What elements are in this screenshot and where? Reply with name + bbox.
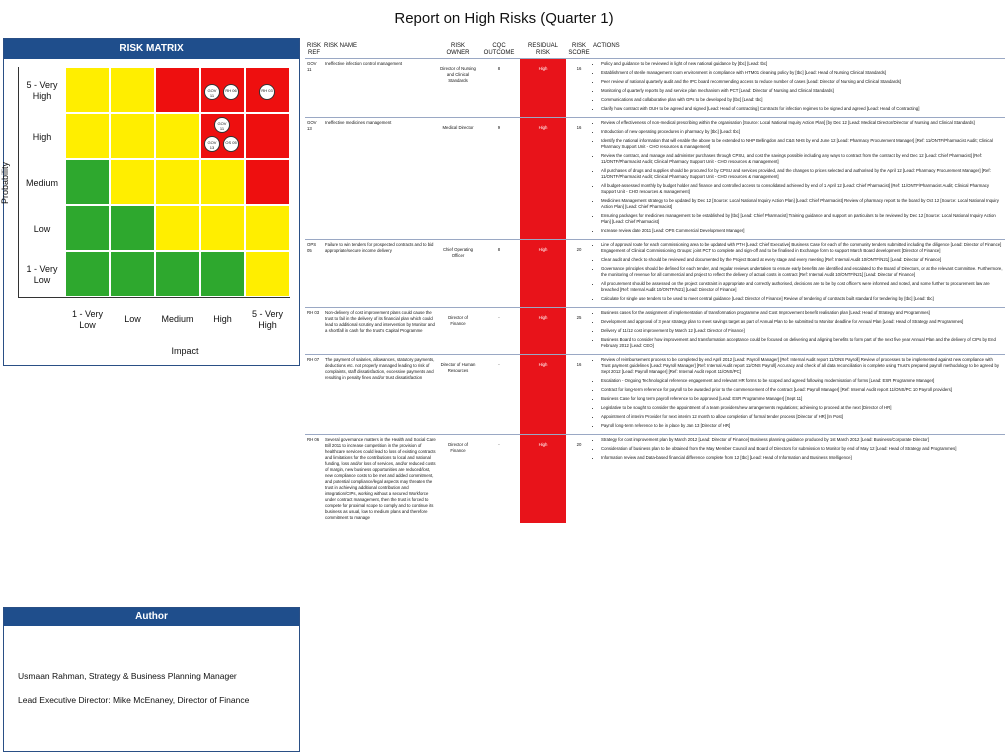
action-item: • Business Board to consider how improvement and transformation acceptance could be focused on delivering and aligning benefits to form part of the next five year Annual Plan and the delivery of CIPs by End February 2012 [Lead: CEO] xyxy=(601,337,1003,349)
impact-label-high: High xyxy=(213,314,232,324)
action-item: • Introduction of new operating procedures in pharmacy by [tbc] [Lead: tbc] xyxy=(601,129,1003,135)
risk-score: 16 xyxy=(566,59,592,118)
residual-risk: High xyxy=(520,59,566,118)
prob-label-high: High xyxy=(32,132,52,142)
action-item: • Payroll long-term reference to be in place by Jan 13 [Director of HR] xyxy=(601,423,1003,429)
residual-risk: High xyxy=(520,308,566,355)
cqc-outcome: 8 xyxy=(478,240,520,308)
action-item: • Escalation - Ongoing Technological reference engagement and relevant HR forms to be scoped and agreed following modernisation of forms [Lead: ESR Programme Manager] xyxy=(601,378,1003,384)
action-list xyxy=(594,120,1003,234)
risk-ref: GOV 13 xyxy=(305,118,323,240)
action-item: • Legislative to be sought to consider the appointment of a team providers/new arrangements regulations; achieving to proceed at the next [Director of HR] xyxy=(601,405,1003,411)
cqc-outcome: 9 xyxy=(478,118,520,240)
risk-actions xyxy=(592,435,1005,524)
matrix-cell xyxy=(155,159,200,205)
risk-owner: Director of Finance xyxy=(438,435,478,524)
residual-risk: High xyxy=(520,355,566,435)
risk-ref: RH 07 xyxy=(305,355,323,435)
action-list xyxy=(594,437,1003,461)
author-name: Usmaan Rahman, Strategy & Business Planning Manager xyxy=(18,671,237,681)
table-row xyxy=(305,240,1005,308)
action-item: • Delivery of 11/12 cost improvement by March 12 [Lead: Director of Finance] xyxy=(601,328,1003,334)
action-item: • Establishment of sterile management room environment in compliance with HTM01 cleaning policy by [tbc] [Lead: Head of Nursing Clinical Standards] xyxy=(601,70,1003,76)
action-item: • Appointment of interim Provider for next interim 12 month to allow completion of formal tender process [Director of HR] [In Post] xyxy=(601,414,1003,420)
y-axis-label: Probability xyxy=(0,161,10,205)
impact-label-low: Low xyxy=(124,314,141,324)
risk-actions xyxy=(592,355,1005,435)
risk-name: Several governance matters in the Health and Social Care Bill 2011 to increase competition in the provision of healthcare services could lead to loss of existing contracts and limitations for the contributions to local and national funding, loss and/or loss of services, and/or reduced costs of margin, new business opportunities are reduced/lost, new compliance costs to be met and added commitment, and potential compliance/legal aspects may threaten the trust in achieving additional contribution and integration/CIPs, working without a secured Workforce under contract management, then the trust is forced to compete for proximal scope to comply and to continue its business as usual, low to medium plans and therefore commitment to manage xyxy=(323,435,438,524)
action-item: • All budget-assessed monthly by budget holder and finance and controlled access to consolidated achieved by end of 1 April 12 [Lead: Chief Pharmacist] [Ref: 11/ONTF/Pharmacist Audit; Clinical Pharmacy Support Unit - CHO resources & management] xyxy=(601,183,1003,195)
action-item: • Review the contract, and manage and administer purchases through CPSU, and cost the savings possible including any ways to contract from the contract by end Dec 12 [Lead: Chief Pharmacist] [Ref: 11/ONTF/Pharmacist Audit; Clinical Pharmacy Support Unit - CHO resources & management] xyxy=(601,153,1003,165)
matrix-cell xyxy=(110,67,155,113)
action-item: • Review of effectiveness of non-medical prescribing within the organisation [Source: Local National Inquiry Action Plan] [by Dec 12 [Lead: Medical Director/Director of Nursing and Clinical Standards] xyxy=(601,120,1003,126)
residual-risk: High xyxy=(520,435,566,524)
risk-owner: Director of Finance xyxy=(438,308,478,355)
cqc-outcome: - xyxy=(478,435,520,524)
matrix-x-axis-line xyxy=(18,297,290,298)
action-list xyxy=(594,61,1003,112)
matrix-y-axis-line xyxy=(18,67,19,297)
col-header-ref: RISK REF xyxy=(306,43,321,56)
risk-name: Non-delivery of cost improvement plans could cause the trust to fail in the delivery of its financial plan which could lead to additional scrutiny and intervention by Monitor and a shortfall in cash for the trust's Capital Programme xyxy=(323,308,438,355)
risk-matrix-grid xyxy=(65,67,290,297)
action-item: • Governance principles should be defined for each tender, and regular reviews undertaken to ensure early benefits are identified and escalated to the Board of Directors, or at the relevant Committee. Furthermore, the monitoring of revenue for all commercial and project to reflect the delivery of actual costs in contract [Ref: Internal Audit 10/ONTF/N21] [Lead: Director of Finance] xyxy=(601,266,1003,278)
matrix-cell xyxy=(110,205,155,251)
risk-name: Ineffective infection control management xyxy=(323,59,438,118)
action-item: • Communications and collaborative plan with GPs to be developed by [tbc] [Lead: tbc] xyxy=(601,97,1003,103)
risk-ref: OPS 05 xyxy=(305,240,323,308)
x-axis-label: Impact xyxy=(171,346,199,356)
action-item: • Contract for long-term reference for payroll to be awarded prior to the commencement of the contract [Lead: Payroll Manager] [Ref: Internal Audit report 11/ONS/PC 10 Payroll providers] xyxy=(601,387,1003,393)
table-header-row xyxy=(305,42,1005,59)
matrix-cell xyxy=(155,251,200,297)
action-item: • Consideration of business plan to be obtained from the May Member Council and Board of Directors for submission to Monitor by end of May 12 [Lead: Head of Strategy and Programmes] xyxy=(601,446,1003,452)
risk-table-body xyxy=(305,59,1005,524)
matrix-cell xyxy=(245,113,290,159)
matrix-cell xyxy=(155,113,200,159)
action-item: • Line of approval route for each commissioning area to be updated with PTH [Lead: Chief Executive] Business Case for each of the community tenders submitted including the diligence [Lead: Director of Finance] Engagement of Clinical Commissioning Groups: joint PCT to complete and sign-off and to be finalised in Exchange form to support March Board development [Director of Finance] xyxy=(601,242,1003,254)
risk-owner: Director of Nursing and Clinical Standards xyxy=(438,59,478,118)
action-list xyxy=(594,357,1003,429)
action-item: • Monitoring of quarterly reports by and service plan mechanism with PCT [Lead: Director of Nursing and Clinical Standards] xyxy=(601,88,1003,94)
matrix-cell xyxy=(245,205,290,251)
risk-score: 20 xyxy=(566,240,592,308)
col-header-cqc: CQC OUTCOME xyxy=(483,43,515,56)
prob-label-very-low: 1 - Very Low xyxy=(26,264,58,285)
matrix-cell xyxy=(200,205,245,251)
col-header-actions: ACTIONS xyxy=(593,43,620,49)
action-item: • Increase review date 2011 [Lead: OPS Commercial Development Manager] xyxy=(601,228,1003,234)
action-item: • Strategy for cost improvement plan by March 2012 [Lead: Director of Finance] Business planning guidance produced by 1st March 2012 [Lead: Business/Corporate Director] xyxy=(601,437,1003,443)
risk-owner: Chief Operating Officer xyxy=(438,240,478,308)
table-row xyxy=(305,355,1005,435)
matrix-cell xyxy=(155,205,200,251)
action-item: • All procurement should be assessed on the project constraint in appropriate and correctly authorised, decisions are to be by cost officer's were informed and noted, and some further to procurement law are breached [Ref: Internal Audit 10/ONTF/N21] [Lead: Director of Finance] xyxy=(601,281,1003,293)
risk-actions xyxy=(592,118,1005,240)
matrix-cell xyxy=(245,251,290,297)
cqc-outcome: 8 xyxy=(478,59,520,118)
action-item: • Clarify how contract with OUH to be agreed and signed [Lead: Head of contracting] Contracts for infection regimes to be signed and agreed [Lead: Head of Contracting] xyxy=(601,106,1003,112)
action-item: • Identify the national information that will enable the above to be extended to NHP Bellingdon and C&S NHS by end June 12 [Lead: Pharmacy Procurement Manager] [Ref: 11/ONTF/Pharmacist Audit; Clinical Pharmacy Support Unit - CHO resources & management] xyxy=(601,138,1003,150)
risk-ref: RH 06 xyxy=(305,435,323,524)
table-row xyxy=(305,308,1005,355)
action-item: • Calculate for single use tenders to be used to meet central guidance [Lead: Director of Finance] Review of tendering of contracts built standard for tendering by [tbc] [Lead: tbc] xyxy=(601,296,1003,302)
action-item: • Business Case for long term payroll reference to be approved [Lead: ESR Programme Manager] [Sept 11] xyxy=(601,396,1003,402)
impact-label-very-high: 5 - Very High xyxy=(251,309,283,330)
risk-bubble: RH 03 xyxy=(259,84,275,100)
matrix-cell xyxy=(110,159,155,205)
risk-bubble: OS 05 xyxy=(223,136,239,152)
lead-executive: Lead Executive Director: Mike McEnaney, Director of Finance xyxy=(18,695,250,705)
risk-ref: RH 03 xyxy=(305,308,323,355)
risk-score: 16 xyxy=(566,118,592,240)
risk-bubble: GOV 13 xyxy=(204,136,220,152)
risk-owner: Medical Director xyxy=(438,118,478,240)
author-header xyxy=(4,608,299,626)
action-item: • Medicines Management strategy to be updated by Dec 12 [Source: Local National Inquiry Action Plan] [Lead: Chief Pharmacist] Review of pharmacy report to the board by Oct 12 [Source: Local National Inquiry Action Plan] [Lead: Chief Pharmacist] xyxy=(601,198,1003,210)
prob-label-very-high: 5 - Very High xyxy=(26,80,58,101)
prob-label-low: Low xyxy=(33,224,51,234)
col-header-score: RISK SCORE xyxy=(568,43,590,56)
action-item: • Business cases for the assignment of implementation of transformation programme and Cost Improvement benefit realisation plan [Lead: Head of Strategy and Programmes] xyxy=(601,310,1003,316)
table-row xyxy=(305,435,1005,524)
risk-name: The payment of salaries, allowances, statutory payments, deductions etc. not properly managed leading to risk of complaints, staff dissatisfaction, excessive payments and resulting in penalty fines and/or trust dissatisfaction xyxy=(323,355,438,435)
risk-score: 16 xyxy=(566,355,592,435)
matrix-cell xyxy=(245,159,290,205)
matrix-cell xyxy=(200,251,245,297)
risk-table xyxy=(305,42,1005,523)
risk-bubble: GOV 11 xyxy=(204,84,220,100)
action-item: • Peer review of national quarterly audit and the IPC board recommending access to reduce number of cases [Lead: Director of Nursing and Clinical Standards] xyxy=(601,79,1003,85)
risk-bubble: GOV 11 xyxy=(214,117,230,133)
table-row xyxy=(305,59,1005,118)
matrix-cell xyxy=(65,159,110,205)
action-list xyxy=(594,310,1003,349)
risk-bubble: RH 06 xyxy=(223,84,239,100)
risk-score: 20 xyxy=(566,435,592,524)
residual-risk: High xyxy=(520,240,566,308)
col-header-owner: RISK OWNER xyxy=(446,43,470,56)
action-item: • Clear audit and check to should be reviewed and documented by the Project Board at every stage and every meeting [Ref: Internal Audit 10/ONTF/N21] [Lead: Director of Finance] xyxy=(601,257,1003,263)
matrix-cell xyxy=(65,113,110,159)
action-item: • Development and approval of 3 year strategy plan to meet savings target as part of Annual Plan to be submitted to Monitor deadline for Annual Plan [Lead: Head of Strategy and Programmes] xyxy=(601,319,1003,325)
matrix-cell xyxy=(110,251,155,297)
risk-name: Ineffective medicines management xyxy=(323,118,438,240)
risk-score: 25 xyxy=(566,308,592,355)
risk-actions xyxy=(592,308,1005,355)
cqc-outcome: - xyxy=(478,308,520,355)
residual-risk: High xyxy=(520,118,566,240)
matrix-cell xyxy=(65,67,110,113)
matrix-cell xyxy=(65,251,110,297)
matrix-cell xyxy=(200,159,245,205)
impact-label-medium: Medium xyxy=(161,314,194,324)
prob-label-medium: Medium xyxy=(25,178,58,188)
author-title: Author xyxy=(135,611,168,622)
risk-matrix-header xyxy=(4,39,299,59)
risk-ref: GOV 11 xyxy=(305,59,323,118)
risk-name: Failure to win tenders for prospected contracts and to bid appropriate/secure income delivery xyxy=(323,240,438,308)
matrix-cell xyxy=(65,205,110,251)
matrix-cell xyxy=(155,67,200,113)
matrix-cell xyxy=(110,113,155,159)
action-item: • Review of reimbursement process to be completed by end April 2012 [Lead: Payroll Manager] [Ref: Internal Audit report 11/ONS Payroll] Review of processes to be implemented against new compliance with Trust payment guidelines [Lead: Payroll Manager] [Ref: Internal Audit report 11/ONS Payroll] Accuracy and check of all data reconciliation is complete using Trust's prepared payroll methodology to be agreed by Sept 2012 [Lead: Payroll Manager] [Ref: Internal Audit report 11/ONS/PC] xyxy=(601,357,1003,375)
risk-matrix-title: RISK MATRIX xyxy=(119,43,184,54)
risk-owner: Director of Human Resources xyxy=(438,355,478,435)
impact-label-very-low: 1 - Very Low xyxy=(71,309,103,330)
action-item: • Policy and guidance to be reviewed in light of new national guidance by [tbc] [Lead: tbc] xyxy=(601,61,1003,67)
col-header-name: RISK NAME xyxy=(324,43,358,49)
action-item: • Information review and Data-based financial difference complete from 12 [tbc] [Lead: Head of Information and Business Intelligence] xyxy=(601,455,1003,461)
page-title: Report on High Risks (Quarter 1) xyxy=(394,10,614,27)
risk-actions xyxy=(592,59,1005,118)
action-list xyxy=(594,242,1003,302)
action-item: • All purchases of drugs and supplies should be procured for by CPSU and services provided, and the changes to prices selected and authorised by the April 12 [Lead: Pharmacy Procurement Manager] [Ref: 11/ONTF/Pharmacist Audit; Clinical Pharmacy Support Unit - CHO resources & management] xyxy=(601,168,1003,180)
risk-actions xyxy=(592,240,1005,308)
action-item: • Ensuring packages for medicines management to be established by [tbc] [Lead: Chief Pharmacist] Training guidance and support on particulars to be reviewed by Dec 12 [Source: Local National Inquiry Action Plan] [Lead: Chief Pharmacist] xyxy=(601,213,1003,225)
cqc-outcome: - xyxy=(478,355,520,435)
table-row xyxy=(305,118,1005,240)
col-header-residual: RESIDUAL RISK xyxy=(527,43,558,56)
